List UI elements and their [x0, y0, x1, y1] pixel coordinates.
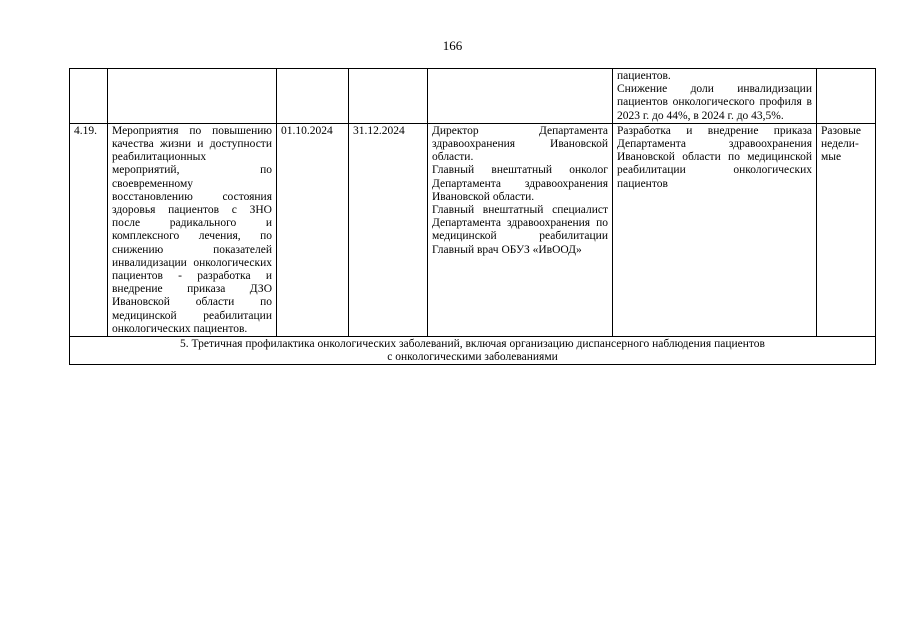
cell-periodicity: Разовые недели-мые — [817, 123, 876, 336]
cell-result: Разработка и внедрение приказа Департамента здравоохранения Ивановской области по медицинской реабилитации онкологических пациентов — [613, 123, 817, 336]
responsible-line: Директор Департамента здравоохранения Ивановской области. — [432, 124, 608, 164]
cell-start-empty — [277, 69, 349, 124]
result-line: Снижение доли инвалидизации пациентов онкологического профиля в 2023 г. до 44%, в 2024 г. до 43,5%. — [617, 83, 812, 122]
cell-activity: Мероприятия по повышению качества жизни и доступности реабилитационных мероприятий, по своевременному восстановлению состояния здоровья пациентов с ЗНО после радикального и комплексного лечения, по снижению показателей инвалидизации онкологических пациентов - разработка и внедрение приказа ДЗО Ивановской области по медицинской реабилитации онкологических пациентов. — [108, 123, 277, 336]
cell-periodicity-empty — [817, 69, 876, 124]
page-number: 166 — [442, 38, 463, 53]
cell-start-date: 01.10.2024 — [277, 123, 349, 336]
cell-end-date: 31.12.2024 — [349, 123, 428, 336]
section-heading-line: с онкологическими заболеваниями — [387, 351, 558, 364]
responsible-line: Главный внештатный онколог Департамента здравоохранения Ивановской области. — [432, 164, 608, 203]
cell-activity-empty — [108, 69, 277, 124]
section-heading-line: 5. Третичная профилактика онкологических заболеваний, включая организацию диспансерного наблюдения пациентов — [180, 338, 765, 351]
cell-end-empty — [349, 69, 428, 124]
section-heading — [70, 337, 876, 365]
cell-responsible-empty — [428, 69, 613, 124]
action-plan-table — [69, 68, 876, 365]
table-row-4-19 — [70, 123, 876, 336]
cell-result-continued — [613, 69, 817, 124]
responsible-line: Главный внештатный специалист Департамента здравоохранения по медицинской реабилитации Главный врач ОБУЗ «ИвООД» — [432, 204, 608, 256]
cell-number-empty — [70, 69, 108, 124]
cell-row-number: 4.19. — [70, 123, 108, 336]
section-heading-row — [70, 337, 876, 365]
cell-responsible — [428, 123, 613, 336]
table-row-continued — [70, 69, 876, 124]
result-line: пациентов. — [617, 70, 671, 82]
